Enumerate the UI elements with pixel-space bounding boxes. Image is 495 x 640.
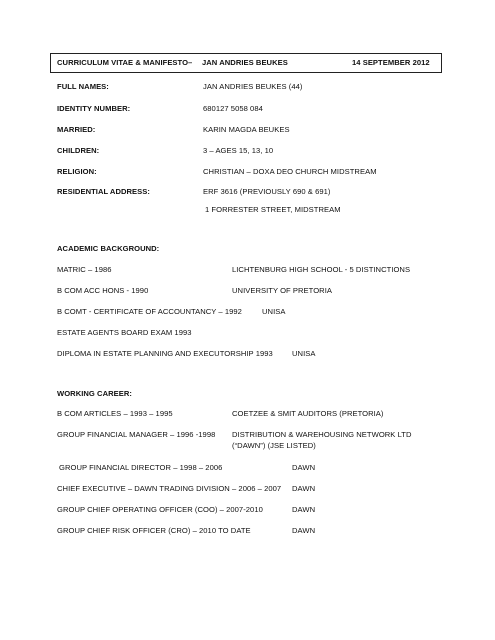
- articles: B COM ARTICLES – 1993 – 1995: [57, 409, 173, 418]
- gfd-organisation: DAWN: [292, 463, 316, 472]
- chief-executive: CHIEF EXECUTIVE – DAWN TRADING DIVISION – 2006 – 2007: [57, 484, 282, 493]
- header-name: JAN ANDRIES BEUKES: [202, 58, 288, 67]
- articles-organisation: COETZEE & SMIT AUDITORS (PRETORIA): [232, 409, 384, 418]
- document-title: CURRICULUM VITAE & MANIFESTO: [57, 58, 189, 67]
- children-value: 3 – AGES 15, 13, 10: [203, 146, 274, 155]
- full-names-label: FULL NAMES:: [57, 82, 109, 91]
- ceo-organisation: DAWN: [292, 484, 316, 493]
- career-heading: WORKING CAREER:: [57, 389, 132, 398]
- header-dash: –: [188, 58, 193, 67]
- bcomt: B COMT - CERTIFICATE OF ACCOUNTANCY – 1992: [57, 307, 242, 316]
- children-label: CHILDREN:: [57, 146, 100, 155]
- group-financial-director: GROUP FINANCIAL DIRECTOR – 1998 – 2006: [59, 463, 223, 472]
- address-line-1: ERF 3616 (PREVIOUSLY 690 & 691): [203, 187, 331, 196]
- header-date: 14 SEPTEMBER 2012: [352, 58, 430, 67]
- full-names-value: JAN ANDRIES BEUKES (44): [203, 82, 303, 91]
- identity-number-value: 680127 5058 084: [203, 104, 263, 113]
- diploma: DIPLOMA IN ESTATE PLANNING AND EXECUTORSHIP 1993: [57, 349, 273, 358]
- identity-number-label: IDENTITY NUMBER:: [57, 104, 131, 113]
- matric-school: LICHTENBURG HIGH SCHOOL - 5 DISTINCTIONS: [232, 265, 411, 274]
- diploma-university: UNISA: [292, 349, 316, 358]
- married-label: MARRIED:: [57, 125, 96, 134]
- group-coo: GROUP CHIEF OPERATING OFFICER (COO) – 2007-2010: [57, 505, 263, 514]
- matric: MATRIC – 1986: [57, 265, 112, 274]
- bcom-hons-university: UNIVERSITY OF PRETORIA: [232, 286, 332, 295]
- academic-heading: ACADEMIC BACKGROUND:: [57, 244, 160, 253]
- group-financial-manager: GROUP FINANCIAL MANAGER – 1996 -1998: [57, 430, 216, 439]
- religion-value: CHRISTIAN – DOXA DEO CHURCH MIDSTREAM: [203, 167, 377, 176]
- estate-agents-exam: ESTATE AGENTS BOARD EXAM 1993: [57, 328, 192, 337]
- address-label: RESIDENTIAL ADDRESS:: [57, 187, 150, 196]
- coo-organisation: DAWN: [292, 505, 316, 514]
- married-value: KARIN MAGDA BEUKES: [203, 125, 290, 134]
- cro-organisation: DAWN: [292, 526, 316, 535]
- group-cro: GROUP CHIEF RISK OFFICER (CRO) – 2010 TO DATE: [57, 526, 251, 535]
- bcom-hons: B COM ACC HONS - 1990: [57, 286, 149, 295]
- address-line-2: 1 FORRESTER STREET, MIDSTREAM: [205, 205, 341, 214]
- religion-label: RELIGION:: [57, 167, 97, 176]
- gfm-organisation-line-1: DISTRIBUTION & WAREHOUSING NETWORK LTD: [232, 430, 412, 439]
- gfm-organisation-line-2: (“DAWN”) (JSE LISTED): [232, 441, 316, 450]
- bcomt-university: UNISA: [262, 307, 286, 316]
